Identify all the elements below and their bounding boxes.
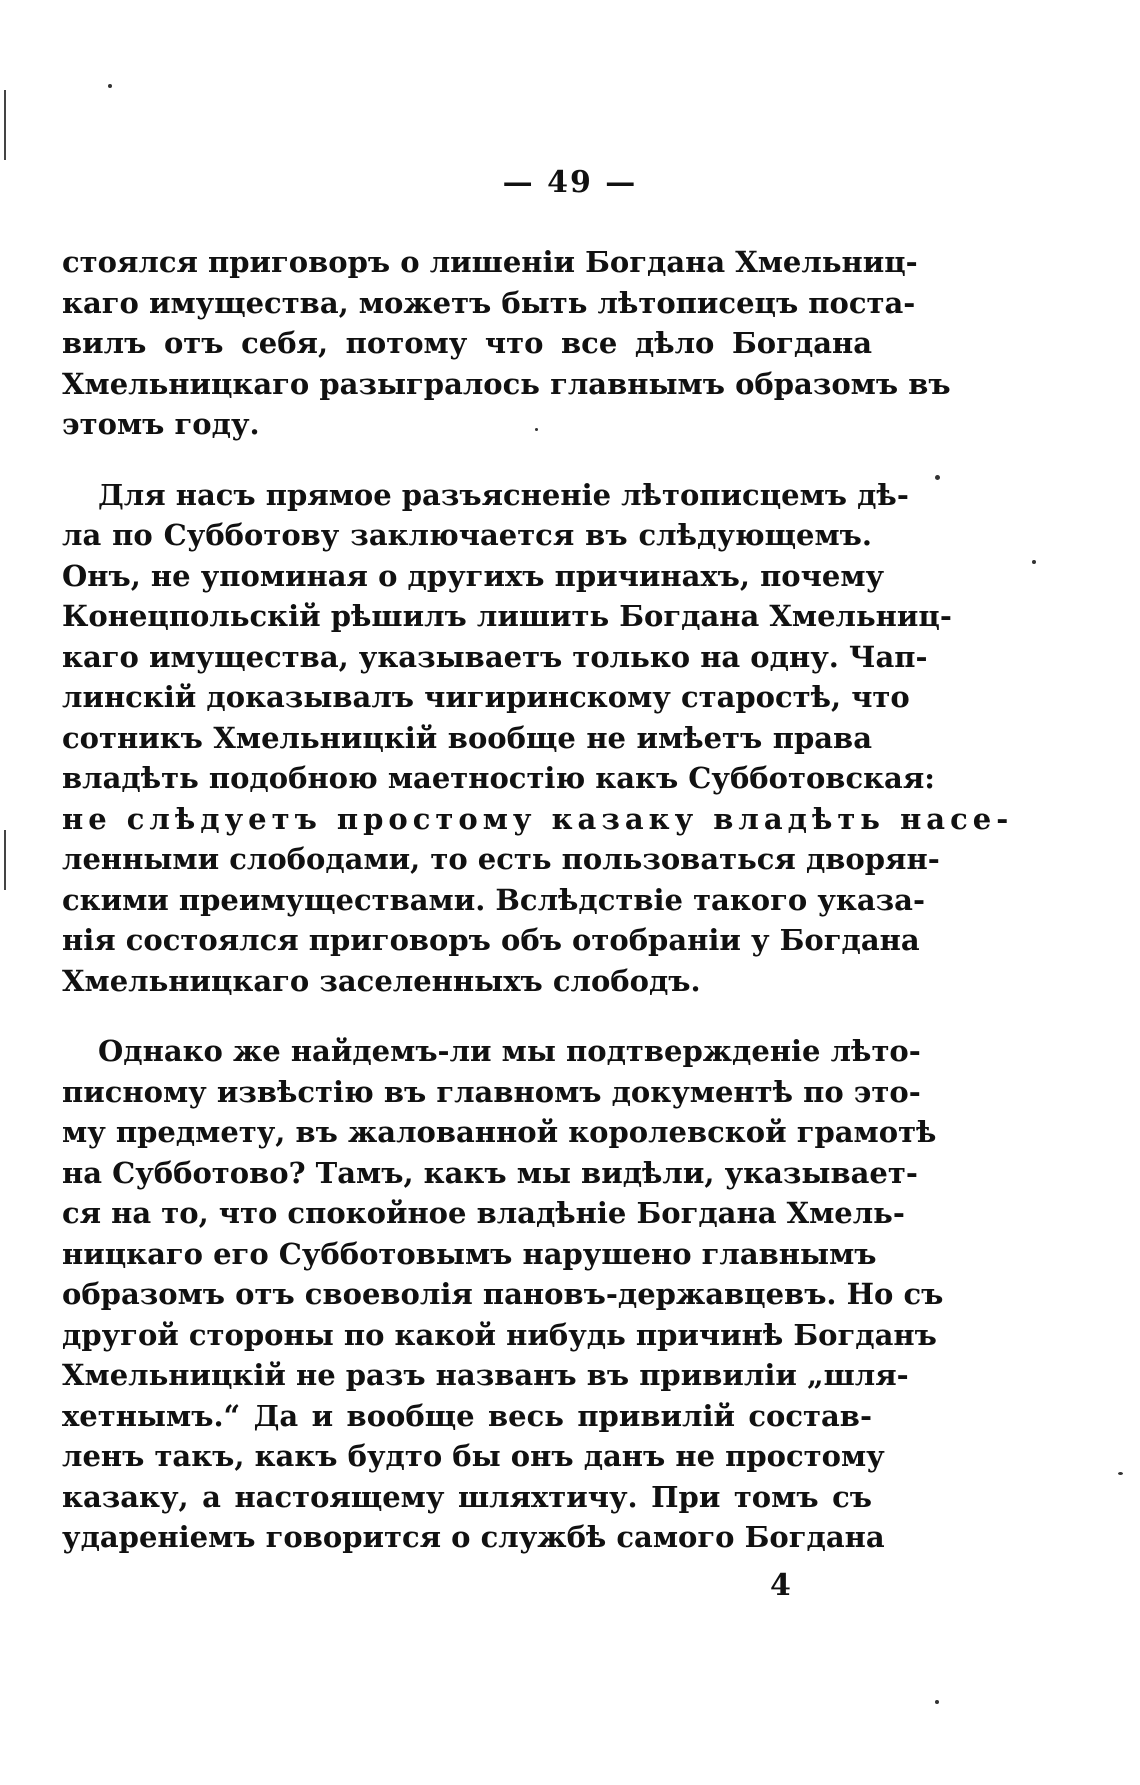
text-line: скими преимуществами. Вслѣдствіе такого указа- (62, 882, 925, 917)
text-line: линскій доказывалъ чигиринскому старостѣ, что (62, 680, 910, 714)
text-line: Онъ, не упоминая о другихъ причинахъ, почему (62, 558, 885, 593)
text-line: ницкаго его Субботовымъ нарушено главнымъ (62, 1236, 877, 1271)
text-line: Конецпольскій рѣшилъ лишить Богдана Хмельниц- (62, 599, 952, 633)
text-line: Хмельницкаго заселенныхъ слободъ. (62, 963, 701, 998)
text-line: Хмельницкій не разъ названъ въ привиліи „шля- (62, 1358, 909, 1392)
text-line: ленными слободами, то есть пользоваться дворян- (62, 842, 940, 876)
text-line: казаку, а настоящему шляхтичу. При томъ съ (62, 1479, 872, 1514)
page-number: — 49 — (502, 165, 638, 200)
print-speck (108, 84, 112, 88)
text-line: сотникъ Хмельницкій вообще не имѣетъ права (62, 720, 872, 755)
scan-edge-mark (4, 90, 6, 160)
text-line: этомъ году. (62, 407, 260, 441)
text-line: Для насъ прямое разъясненіе лѣтописцемъ дѣ- (98, 477, 909, 512)
text-line: ла по Субботову заключается въ слѣдующемъ. (62, 518, 872, 552)
printer-signature-mark: 4 (770, 1568, 791, 1603)
print-speck (1118, 1472, 1123, 1475)
text-line: писному извѣстію въ главномъ документѣ по это- (62, 1074, 921, 1109)
body-text (62, 242, 1014, 1558)
text-line: на Субботово? Тамъ, какъ мы видѣли, указывает- (62, 1155, 918, 1190)
text-line: вилъ отъ себя, потому что все дѣло Богдана (62, 326, 872, 360)
scan-edge-mark (4, 830, 6, 890)
print-speck (1032, 560, 1036, 564)
text-line: владѣть подобною маетностію какъ Субботовская: (62, 761, 935, 795)
text-line: не слѣдуетъ простому казаку владѣть насе- (62, 801, 1014, 836)
text-line: Хмельницкаго разыгралось главнымъ образомъ въ (62, 366, 951, 401)
text-line: ленъ такъ, какъ будто бы онъ данъ не простому (62, 1439, 885, 1473)
print-speck (935, 475, 940, 480)
text-line: ся на то, что спокойное владѣніе Богдана Хмель- (62, 1196, 905, 1230)
text-line: нія состоялся приговоръ объ отобраніи у Богдана (62, 923, 920, 957)
text-line: удареніемъ говорится о службѣ самого Богдана (62, 1520, 885, 1554)
text-line: образомъ отъ своеволія пановъ-державцевъ. Но съ (62, 1277, 944, 1311)
text-line: каго имущества, можетъ быть лѣтописецъ поста- (62, 285, 916, 320)
text-line: стоялся приговоръ о лишеніи Богдана Хмельниц- (62, 245, 918, 279)
text-line: хетнымъ.“ Да и вообще весь привилій состав- (62, 1398, 872, 1433)
text-line: другой стороны по какой нибудь причинѣ Богданъ (62, 1317, 937, 1352)
print-speck (935, 1700, 939, 1704)
text-line: Однако же найдемъ-ли мы подтвержденіе лѣто- (98, 1034, 921, 1068)
text-line: му предмету, въ жалованной королевской грамотѣ (62, 1115, 937, 1149)
text-line: каго имущества, указываетъ только на одну. Чап- (62, 639, 928, 674)
